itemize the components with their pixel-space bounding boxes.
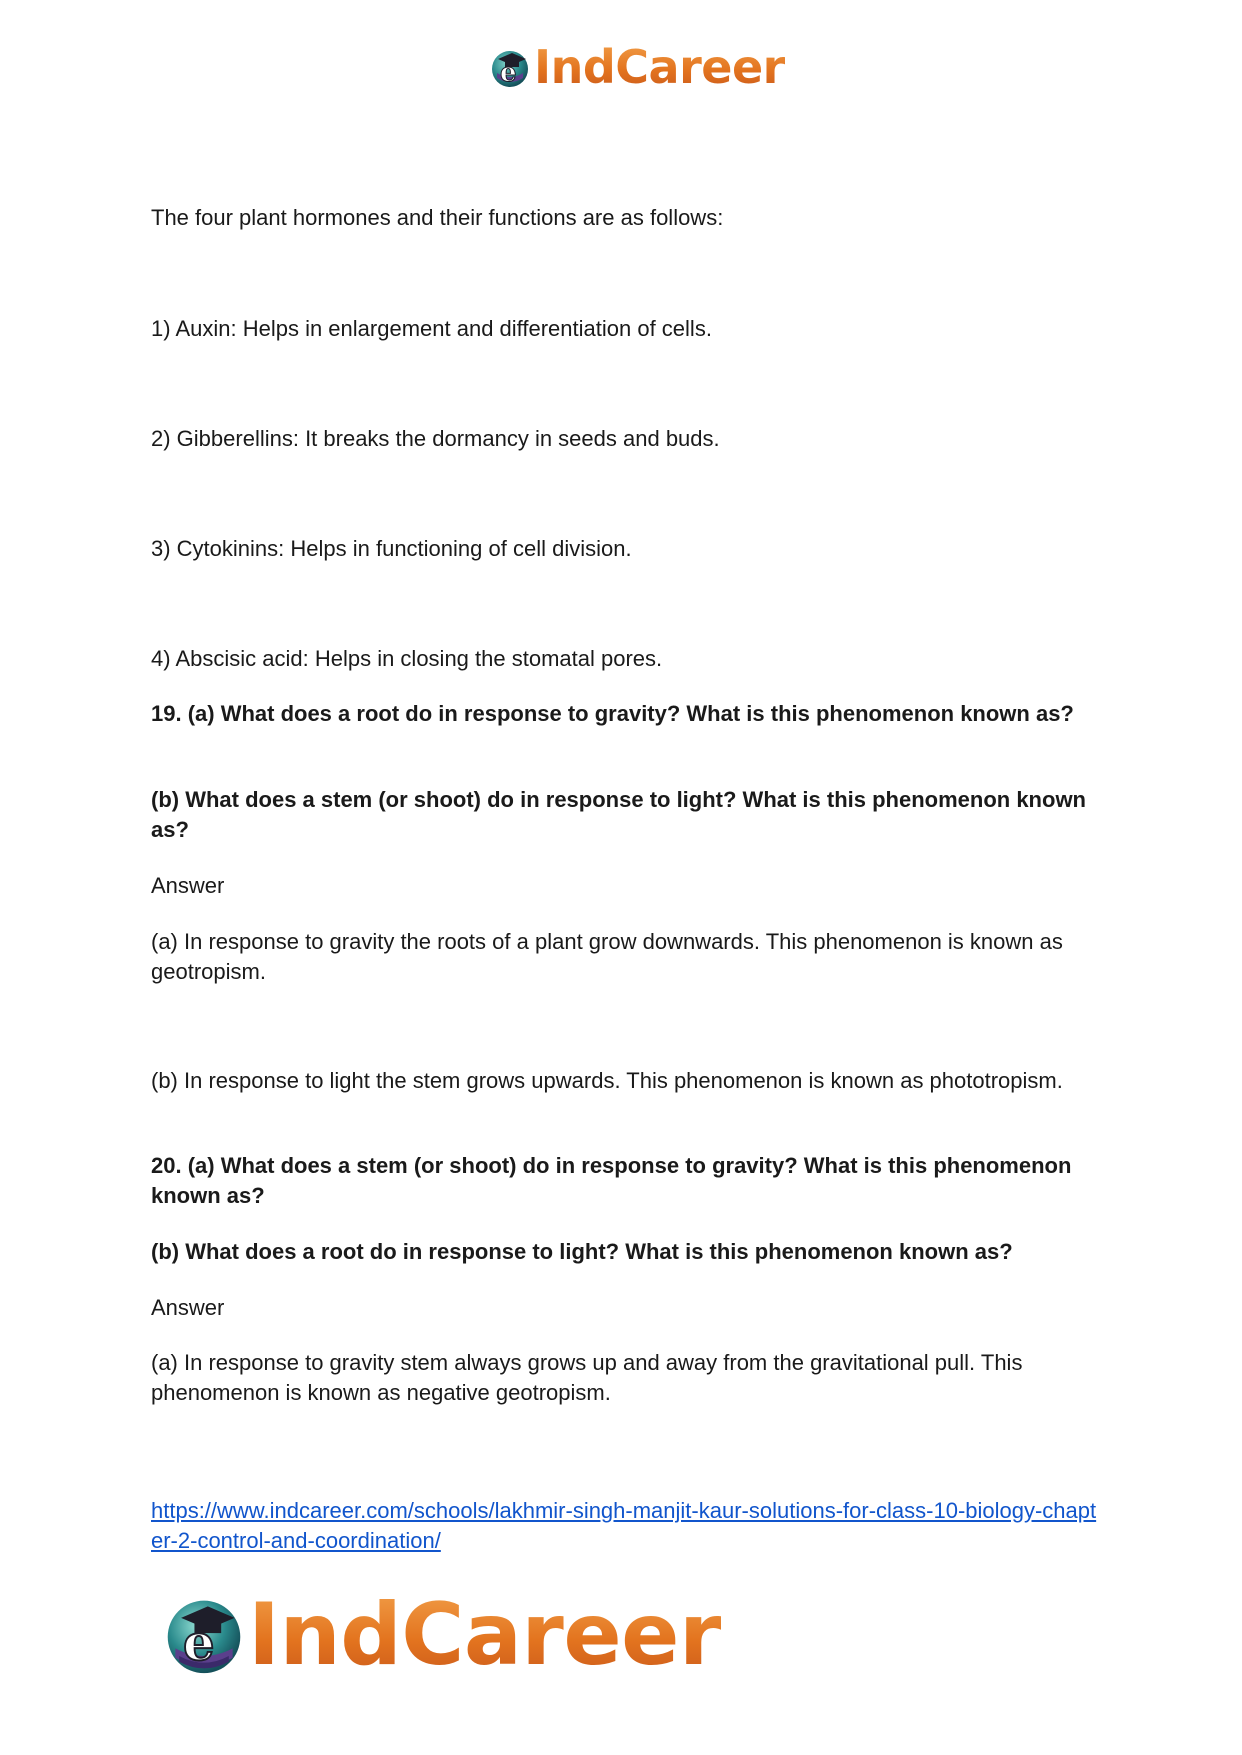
intro-text: The four plant hormones and their functions are as follows:	[151, 205, 724, 230]
footer-logo	[162, 1585, 721, 1685]
answer-19b: (b) In response to light the stem grows upwards. This phenomenon is known as phototropism.	[151, 1068, 1063, 1093]
hormone-item-cytokinins: 3) Cytokinins: Helps in functioning of cell division.	[151, 536, 632, 561]
header-logo	[488, 40, 785, 94]
source-url-link[interactable]: https://www.indcareer.com/schools/lakhmir-singh-manjit-kaur-solutions-for-class-10-biology-chapter-2-control-and-coordination/	[151, 1498, 1097, 1553]
globe-graduation-cap-icon	[488, 45, 532, 89]
svg-text:e: e	[500, 58, 517, 88]
question-19a: 19. (a) What does a root do in response to gravity? What is this phenomenon known as?	[151, 701, 1074, 726]
answer-label-19: Answer	[151, 873, 225, 898]
logo-wordmark: IndCareer	[248, 1585, 721, 1685]
answer-label-20: Answer	[151, 1295, 225, 1320]
question-20b: (b) What does a root do in response to light? What is this phenomenon known as?	[151, 1239, 1013, 1264]
hormone-item-auxin: 1) Auxin: Helps in enlargement and differentiation of cells.	[151, 316, 712, 341]
hormone-item-abscisic-acid: 4) Abscisic acid: Helps in closing the stomatal pores.	[151, 646, 663, 671]
globe-books-icon	[162, 1593, 246, 1677]
question-19b: (b) What does a stem (or shoot) do in response to light? What is this phenomenon known as?	[151, 787, 1086, 842]
hormone-item-gibberellins: 2) Gibberellins: It breaks the dormancy in seeds and buds.	[151, 426, 720, 451]
logo-wordmark: IndCareer	[534, 40, 785, 94]
svg-text:e: e	[183, 1612, 215, 1672]
answer-19a: (a) In response to gravity the roots of a plant grow downwards. This phenomenon is known as geotropism.	[151, 929, 1063, 984]
answer-20a: (a) In response to gravity stem always grows up and away from the gravitational pull. This phenomenon is known as negative geotropism.	[151, 1350, 1023, 1405]
question-20a: 20. (a) What does a stem (or shoot) do in response to gravity? What is this phenomenon known as?	[151, 1153, 1072, 1208]
